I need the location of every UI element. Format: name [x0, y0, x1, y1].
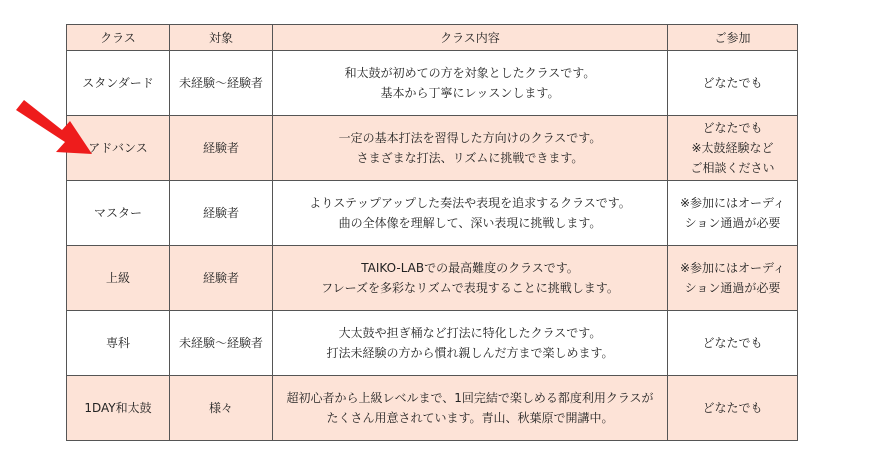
cell-join — [668, 376, 798, 441]
cell-content — [273, 51, 668, 116]
table-row-senior — [67, 246, 798, 311]
cell-target: 経験者 — [170, 181, 273, 246]
header-target: 対象 — [170, 25, 273, 51]
red-arrow-icon — [12, 96, 98, 160]
content-line: 一定の基本打法を習得した方向けのクラスです。 — [338, 131, 602, 145]
header-row — [67, 25, 798, 51]
cell-content — [273, 181, 668, 246]
cell-join — [668, 246, 798, 311]
cell-content — [273, 311, 668, 376]
cell-class: アドバンス — [67, 116, 170, 181]
content-line: TAIKO-LABでの最高難度のクラスです。 — [361, 261, 579, 275]
cell-content — [273, 246, 668, 311]
content-line: 大太鼓や担ぎ桶など打法に特化したクラスです。 — [338, 326, 602, 340]
cell-content — [273, 116, 668, 181]
table-row-special — [67, 311, 798, 376]
cell-target: 未経験～経験者 — [170, 311, 273, 376]
table-row-1day — [67, 376, 798, 441]
cell-target: 経験者 — [170, 116, 273, 181]
cell-class: スタンダード — [67, 51, 170, 116]
cell-join — [668, 116, 798, 181]
cell-join — [668, 51, 798, 116]
cell-class: マスター — [67, 181, 170, 246]
header-content: クラス内容 — [273, 25, 668, 51]
join-line: ご相談ください — [690, 161, 775, 175]
cell-content — [273, 376, 668, 441]
table-row-master — [67, 181, 798, 246]
content-line: フレーズを多彩なリズムで表現することに挑戦します。 — [321, 281, 619, 295]
join-line: どなたでも — [702, 336, 763, 350]
table-row-standard — [67, 51, 798, 116]
join-line: ※太鼓経験など — [691, 141, 774, 155]
join-line: ※参加にはオーディ — [679, 196, 786, 210]
join-line: どなたでも — [702, 121, 763, 135]
join-line: どなたでも — [702, 401, 763, 415]
cell-class: 上級 — [67, 246, 170, 311]
cell-target: 未経験～経験者 — [170, 51, 273, 116]
cell-class: 専科 — [67, 311, 170, 376]
content-line: 和太鼓が初めての方を対象としたクラスです。 — [344, 66, 596, 80]
class-table — [66, 24, 798, 441]
join-line: ※参加にはオーディ — [679, 261, 786, 275]
content-line: 超初心者から上級レベルまで、1回完結で楽しめる都度利用クラスが — [286, 391, 654, 405]
content-line: 打法未経験の方から慣れ親しんだ方まで楽しめます。 — [326, 346, 614, 360]
join-line: ション通過が必要 — [684, 281, 781, 295]
cell-join — [668, 311, 798, 376]
header-class: クラス — [67, 25, 170, 51]
cell-class: 1DAY和太鼓 — [67, 376, 170, 441]
header-join: ご参加 — [668, 25, 798, 51]
content-line: さまざまな打法、リズムに挑戦できます。 — [356, 151, 584, 165]
content-line: 曲の全体像を理解して、深い表現に挑戦します。 — [338, 216, 602, 230]
cell-target: 様々 — [170, 376, 273, 441]
content-line: 基本から丁寧にレッスンします。 — [380, 86, 560, 100]
content-line: よりステップアップした奏法や表現を追求するクラスです。 — [309, 196, 631, 210]
table-row-advance — [67, 116, 798, 181]
arrow-shape — [16, 100, 92, 154]
join-line: ション通過が必要 — [684, 216, 781, 230]
content-line: たくさん用意されています。青山、秋葉原で開講中。 — [326, 411, 614, 425]
cell-join — [668, 181, 798, 246]
join-line: どなたでも — [702, 76, 763, 90]
cell-target: 経験者 — [170, 246, 273, 311]
